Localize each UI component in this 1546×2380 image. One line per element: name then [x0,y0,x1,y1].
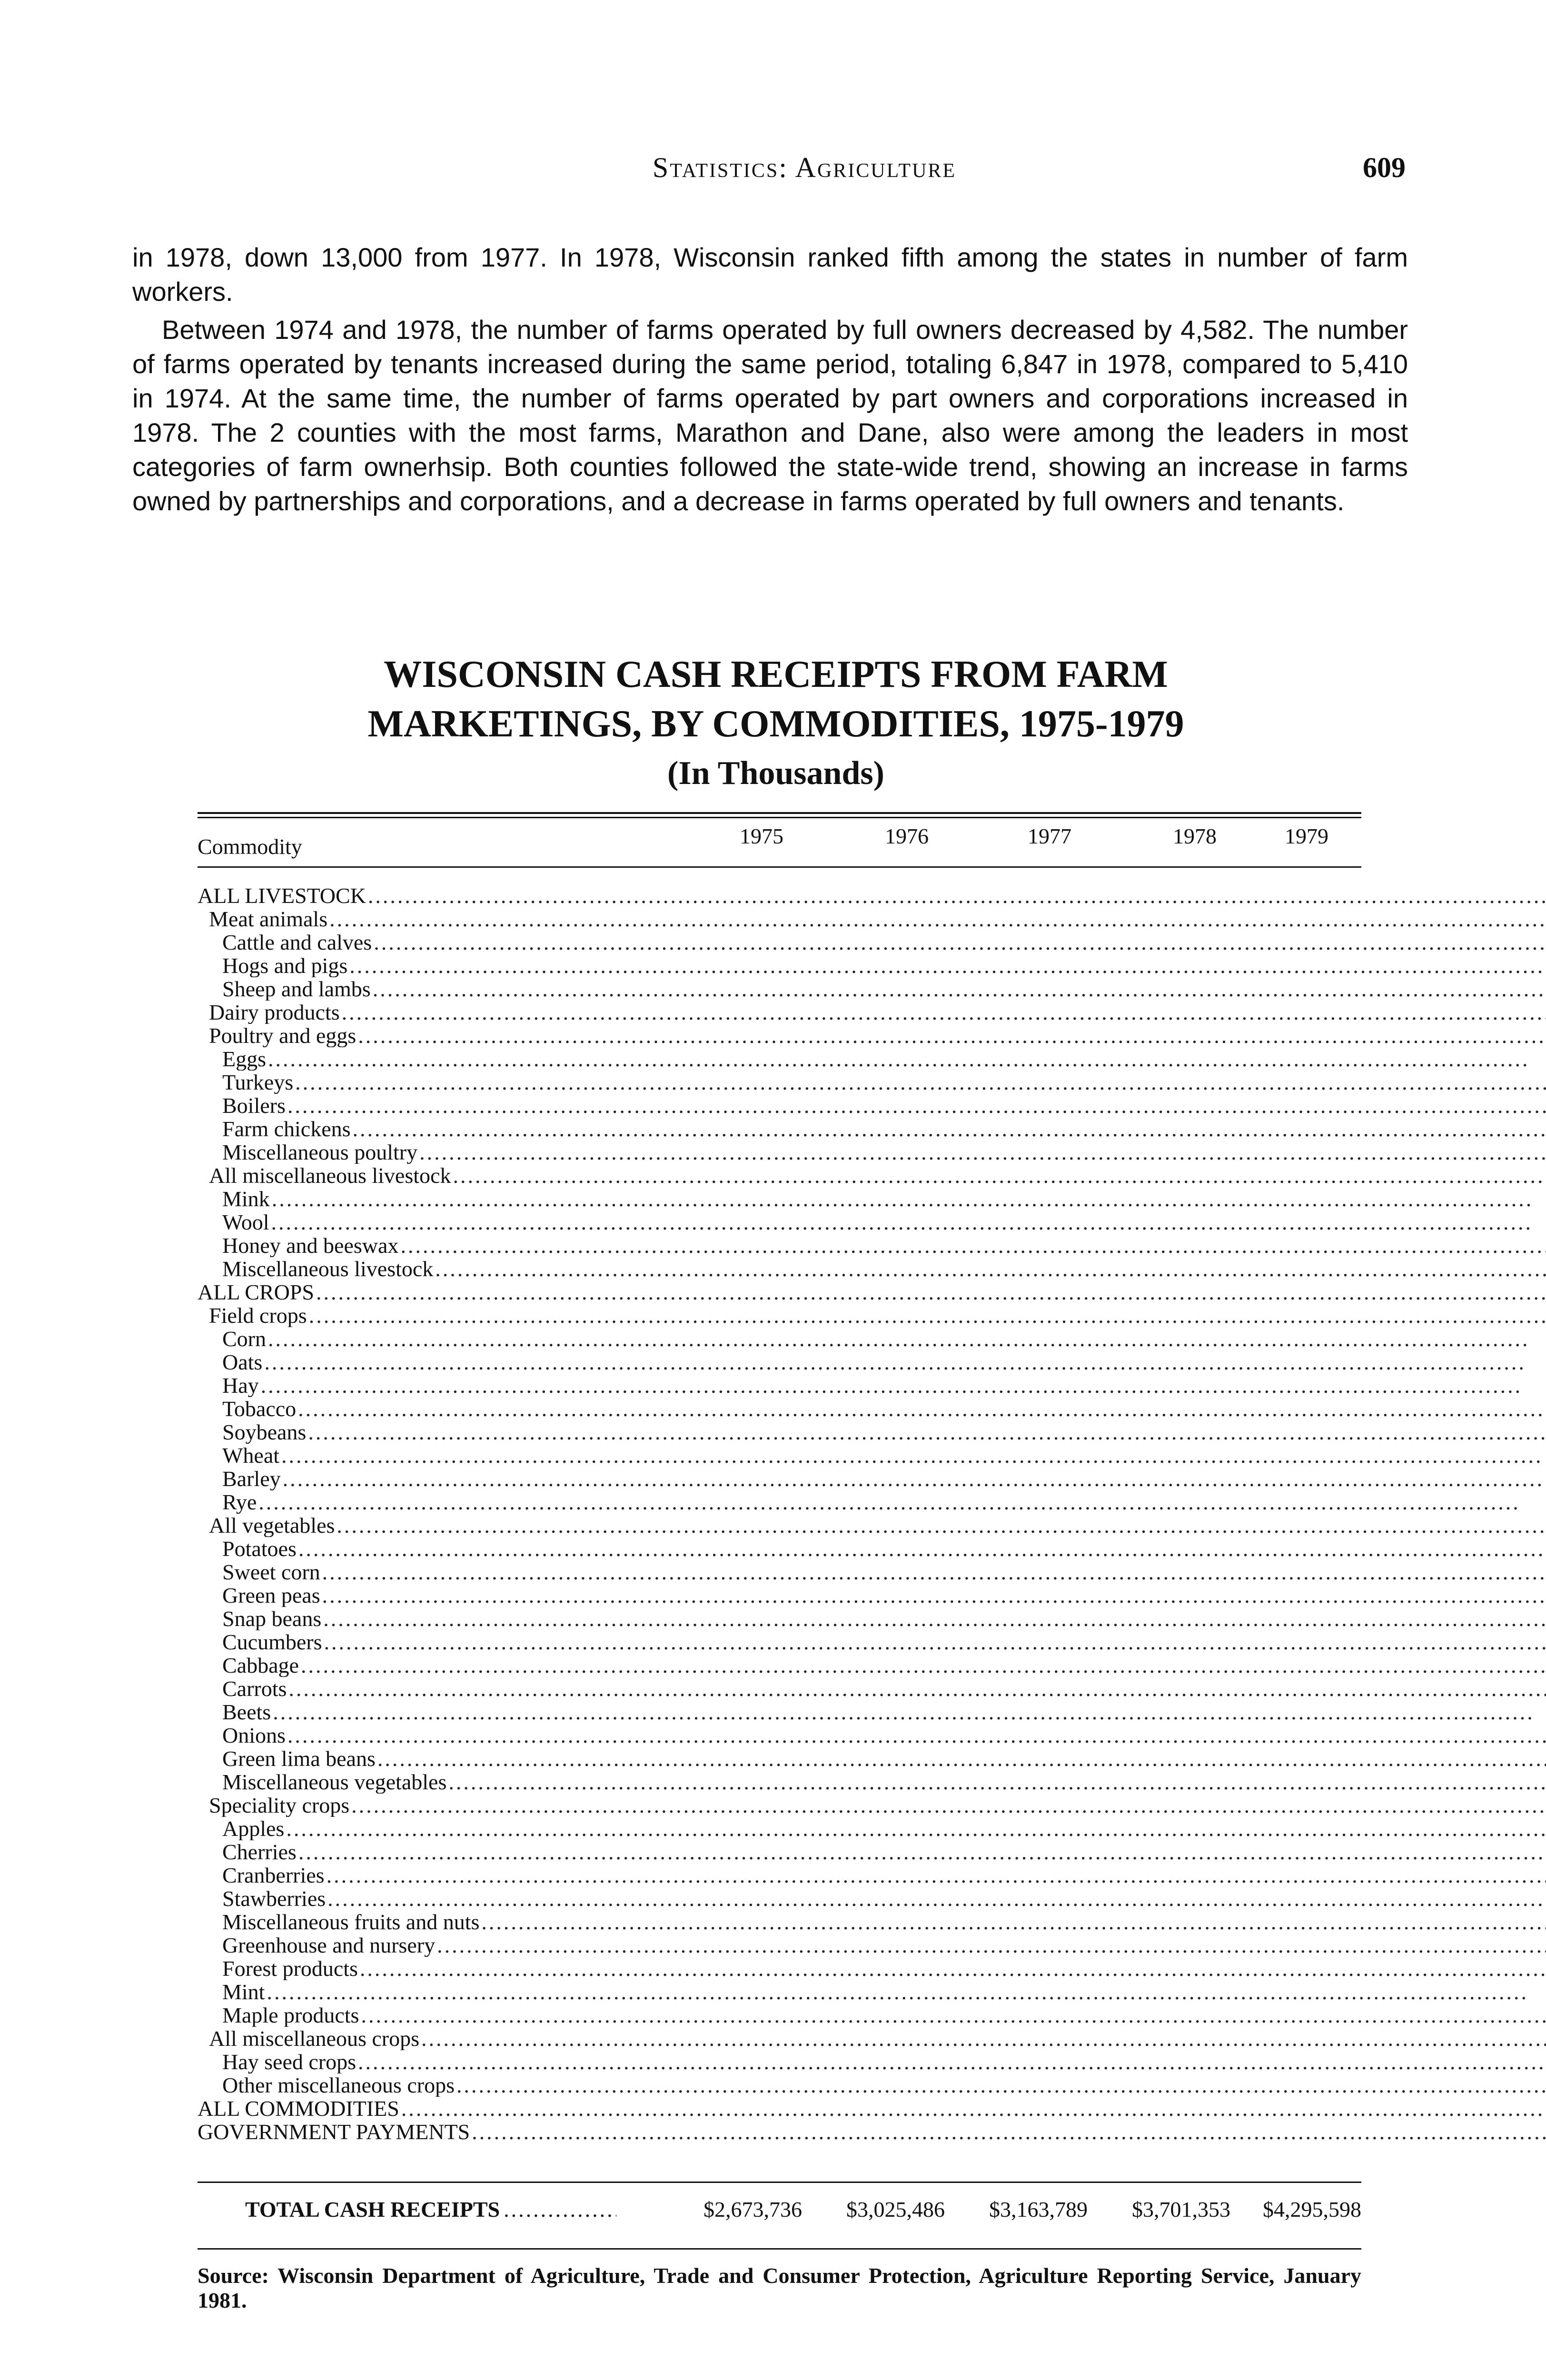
commodity-label: Sweet corn [222,1560,320,1584]
leader-dots [500,2197,616,2222]
table-row [198,1887,1546,1910]
leader-dots [265,1980,1546,2003]
table-row [198,1817,1546,1840]
commodity-label: All miscellaneous livestock [209,1164,451,1187]
commodity-cell [198,1257,1546,1280]
commodity-label: Oats [222,1350,263,1374]
table-row [198,1164,1546,1187]
commodity-cell [198,954,1546,977]
leader-dots [269,1210,1546,1234]
total-label-cell [245,2197,616,2222]
table-title-line: MARKETINGS, BY COMMODITIES, 1975-1979 [367,703,1184,745]
commodity-cell [198,1164,1546,1187]
commodity-label: Miscellaneous livestock [222,1257,434,1280]
table-row [198,1840,1546,1864]
commodity-label: Maple products [222,2003,359,2027]
leader-dots [470,2120,1546,2143]
table-row [198,1001,1546,1024]
commodity-label: Hogs and pigs [222,954,348,977]
leader-dots [455,2073,1546,2097]
commodity-label: Eggs [222,1047,266,1071]
commodity-cell [198,1024,1546,1047]
leader-dots [325,1864,1546,1887]
commodity-cell [198,1210,1546,1234]
commodity-cell [198,1980,1546,2003]
leader-dots [366,884,1546,907]
commodity-cell [198,1350,1546,1374]
leader-dots [398,1234,1546,1257]
commodity-cell [198,1514,1546,1537]
commodity-cell [198,1840,1546,1864]
table-row [198,977,1546,1001]
commodity-label: Miscellaneous vegetables [222,1770,447,1794]
table-row [198,1584,1546,1607]
leader-dots [419,2027,1546,2050]
table-row [198,1071,1546,1094]
commodity-label: Poultry and eggs [209,1024,357,1047]
leader-dots [297,1840,1546,1864]
table-row [198,2050,1546,2073]
commodity-cell [198,1444,1546,1467]
commodity-label: Hay seed crops [222,2050,357,2073]
column-header-commodity: Commodity [198,834,302,859]
table-row [198,1794,1546,1817]
commodity-label: Honey and beeswax [222,1234,399,1257]
leader-dots [286,1724,1546,1747]
commodity-cell [198,1910,1546,1934]
commodity-cell [198,1071,1546,1094]
leader-dots [259,1374,1546,1397]
total-label: TOTAL CASH RECEIPTS [245,2197,500,2221]
leader-dots [451,1164,1546,1187]
commodity-cell [198,977,1546,1001]
leader-dots [262,1350,1546,1374]
table-row [198,1957,1546,1980]
commodity-cell [198,931,1546,954]
commodity-cell [198,1770,1546,1794]
total-bottom-rule [198,2248,1361,2250]
commodity-cell [198,1117,1546,1140]
column-header-year: 1979 [1285,824,1328,848]
commodity-label: ALL COMMODITIES [198,2097,399,2120]
table-row [198,1234,1546,1257]
leader-dots [271,1700,1546,1724]
commodity-label: ALL LIVESTOCK [198,884,366,907]
commodity-cell [198,1607,1546,1630]
table-row [198,1467,1546,1490]
table-row [198,1980,1546,2003]
commodity-cell [198,1654,1546,1677]
commodity-cell [198,1584,1546,1607]
column-header-row [198,823,1361,862]
commodity-label: Field crops [209,1304,307,1327]
leader-dots [266,1327,1546,1350]
table-top-rule [198,812,1361,818]
table-row [198,1747,1546,1770]
commodity-cell [198,2120,1546,2143]
commodity-label: Hay [222,1374,259,1397]
commodity-label: Onions [222,1724,286,1747]
commodity-label: Snap beans [222,1607,322,1630]
leader-dots [399,2097,1546,2120]
commodity-label: Turkeys [222,1071,294,1094]
commodity-cell [198,2050,1546,2073]
table-row [198,907,1546,931]
table-row [198,1117,1546,1140]
table-row [198,931,1546,954]
leader-dots [349,1794,1546,1817]
commodity-cell [198,1094,1546,1117]
total-value: $3,163,789 [989,2197,1088,2221]
commodity-cell [198,1934,1546,1957]
table-row [198,1770,1546,1794]
commodity-cell [198,1817,1546,1840]
commodity-cell [198,1537,1546,1560]
table-row [198,1910,1546,1934]
leader-dots [376,1747,1546,1770]
leader-dots [327,907,1546,931]
commodity-label: Miscellaneous poultry [222,1140,418,1164]
table-row [198,1654,1546,1677]
leader-dots [356,1024,1546,1047]
table-row [198,1677,1546,1700]
table-row [198,1607,1546,1630]
leader-dots [321,1607,1546,1630]
leader-dots [266,1047,1546,1071]
commodity-label: Soybeans [222,1420,307,1444]
table-row [198,2073,1546,2097]
leader-dots [371,977,1546,1001]
commodity-cell [198,1047,1546,1071]
column-header-year: 1978 [1173,824,1217,848]
leader-dots [351,1117,1546,1140]
commodity-cell [198,1467,1546,1490]
commodity-cell [198,2003,1546,2027]
leader-dots [340,1001,1546,1024]
commodity-cell [198,1140,1546,1164]
commodity-label: All miscellaneous crops [209,2027,420,2050]
commodity-label: Speciality crops [209,1794,350,1817]
total-value: $3,701,353 [1132,2197,1230,2221]
commodity-cell [198,907,1546,931]
table-row [198,1560,1546,1584]
table-row [198,1304,1546,1327]
table-title-line: WISCONSIN CASH RECEIPTS FROM FARM [384,654,1168,695]
leader-dots [326,1887,1546,1910]
table-title [286,650,1266,798]
table-row [198,1094,1546,1117]
commodity-label: Boilers [222,1094,286,1117]
header-rule [198,866,1361,868]
leader-dots [335,1514,1546,1537]
commodity-cell [198,1397,1546,1420]
column-header-year: 1976 [885,824,929,848]
commodity-cell [198,1864,1546,1887]
commodity-label: Meat animals [209,907,328,931]
commodity-label: Barley [222,1467,281,1490]
commodity-label: Mink [222,1187,270,1210]
leader-dots [314,1280,1546,1304]
table-row [198,2097,1546,2120]
table-row [198,2003,1546,2027]
table-row [198,1490,1546,1514]
table-row [198,2027,1546,2050]
table-row [198,1397,1546,1420]
commodity-cell [198,1490,1546,1514]
leader-dots [358,1957,1546,1980]
column-header-year: 1977 [1028,824,1071,848]
paragraph: Between 1974 and 1978, the number of farms operated by full owners decreased by 4,582. The number of farms operated by tenants increased during the same period, totaling 6,847 in 1978, compared to 5,410 in 1974. At the same time, the number of farms operated by part owners and corporations increased in 1978. The 2 counties with the most farms, Marathon and Dane, also were among the leaders in most categories of farm ownerhsip. Both counties followed the state-wide trend, showing an increase in farms owned by partnerships and corporations, and a decrease in farms operated by full owners and tenants. [132,315,1408,516]
table-row [198,1724,1546,1747]
commodity-label: Sheep and lambs [222,977,371,1001]
table-row [198,1514,1546,1537]
commodity-cell [198,1304,1546,1327]
table-row [198,1187,1546,1210]
table-row [198,2120,1546,2143]
leader-dots [479,1910,1546,1934]
table-row [198,1280,1546,1304]
leader-dots [356,2050,1546,2073]
commodity-cell [198,1957,1546,1980]
leader-dots [293,1071,1546,1094]
leader-dots [417,1140,1546,1164]
leader-dots [257,1490,1546,1514]
table-row [198,1140,1546,1164]
commodity-cell [198,2073,1546,2097]
leader-dots [435,1934,1546,1957]
commodity-label: Corn [222,1327,266,1350]
commodity-label: Dairy products [209,1001,340,1024]
commodity-cell [198,1630,1546,1654]
commodity-label: Carrots [222,1677,287,1700]
table-row [198,1047,1546,1071]
table-row [198,1257,1546,1280]
commodity-label: Tobacco [222,1397,297,1420]
commodity-cell [198,1187,1546,1210]
cash-receipts-table [198,884,1546,2143]
table-row [198,1864,1546,1887]
leader-dots [284,1817,1546,1840]
leader-dots [446,1770,1546,1794]
leader-dots [299,1654,1546,1677]
leader-dots [306,1420,1546,1444]
table-row [198,1444,1546,1467]
table-row [198,1700,1546,1724]
commodity-cell [198,884,1546,907]
leader-dots [281,1467,1546,1490]
commodity-label: Stawberries [222,1887,326,1910]
paragraph: in 1978, down 13,000 from 1977. In 1978, Wisconsin ranked fifth among the states in number of farm workers. [132,242,1408,307]
table-row [198,1024,1546,1047]
commodity-cell [198,1887,1546,1910]
table-row [198,1420,1546,1444]
page-number: 609 [1363,152,1406,183]
table-row [198,1350,1546,1374]
commodity-label: Cucumbers [222,1630,322,1654]
commodity-label: Cherries [222,1840,297,1864]
commodity-label: Cabbage [222,1654,299,1677]
total-row [198,2197,1361,2225]
body-text [132,240,1408,522]
commodity-label: Miscellaneous fruits and nuts [222,1910,480,1934]
commodity-cell [198,1747,1546,1770]
commodity-cell [198,1700,1546,1724]
leader-dots [307,1304,1546,1327]
commodity-label: Green peas [222,1584,320,1607]
leader-dots [287,1677,1546,1700]
leader-dots [270,1187,1546,1210]
commodity-label: ALL CROPS [198,1280,314,1304]
commodity-label: Rye [222,1490,257,1514]
leader-dots [296,1397,1546,1420]
commodity-label: Cranberries [222,1864,325,1887]
commodity-cell [198,1677,1546,1700]
table-row [198,1374,1546,1397]
commodity-label: Green lima beans [222,1747,376,1770]
running-head: Statistics: Agriculture [652,152,957,183]
leader-dots [322,1630,1546,1654]
commodity-label: Forest products [222,1957,358,1980]
leader-dots [347,954,1546,977]
commodity-cell [198,1280,1546,1304]
commodity-cell [198,1374,1546,1397]
commodity-cell [198,1794,1546,1817]
commodity-label: Farm chickens [222,1117,351,1140]
commodity-cell [198,1327,1546,1350]
leader-dots [433,1257,1546,1280]
table-row [198,1630,1546,1654]
table-row [198,1210,1546,1234]
total-value: $4,295,598 [1263,2197,1361,2221]
total-value: $3,025,486 [846,2197,945,2221]
table-row [198,1537,1546,1560]
commodity-cell [198,1234,1546,1257]
leader-dots [279,1444,1546,1467]
leader-dots [320,1584,1546,1607]
commodity-cell [198,1001,1546,1024]
commodity-label: Apples [222,1817,285,1840]
leader-dots [359,2003,1546,2027]
table-row [198,884,1546,907]
commodity-label: Greenhouse and nursery [222,1934,436,1957]
commodity-cell [198,1420,1546,1444]
table-subtitle: (In Thousands) [667,755,884,792]
commodity-label: Potatoes [222,1537,297,1560]
commodity-label: Wheat [222,1444,280,1467]
leader-dots [372,931,1546,954]
commodity-cell [198,2027,1546,2050]
commodity-cell [198,1560,1546,1584]
commodity-label: GOVERNMENT PAYMENTS [198,2120,470,2143]
leader-dots [297,1537,1546,1560]
commodity-label: Cattle and calves [222,931,372,954]
leader-dots [320,1560,1546,1584]
column-header-year: 1975 [740,824,783,848]
commodity-label: Other miscellaneous crops [222,2073,455,2097]
commodity-label: Mint [222,1980,265,2003]
table-row [198,1934,1546,1957]
commodity-cell [198,1724,1546,1747]
commodity-label: Wool [222,1210,269,1234]
total-top-rule [198,2182,1361,2183]
total-value: $2,673,736 [704,2197,802,2221]
commodity-cell [198,2097,1546,2120]
commodity-label: All vegetables [209,1514,335,1537]
commodity-label: Beets [222,1700,271,1724]
table-row [198,1327,1546,1350]
table-row [198,954,1546,977]
leader-dots [286,1094,1546,1117]
source-note: Source: Wisconsin Department of Agriculture, Trade and Consumer Protection, Agriculture Reporting Service, January 1981. [198,2263,1361,2312]
